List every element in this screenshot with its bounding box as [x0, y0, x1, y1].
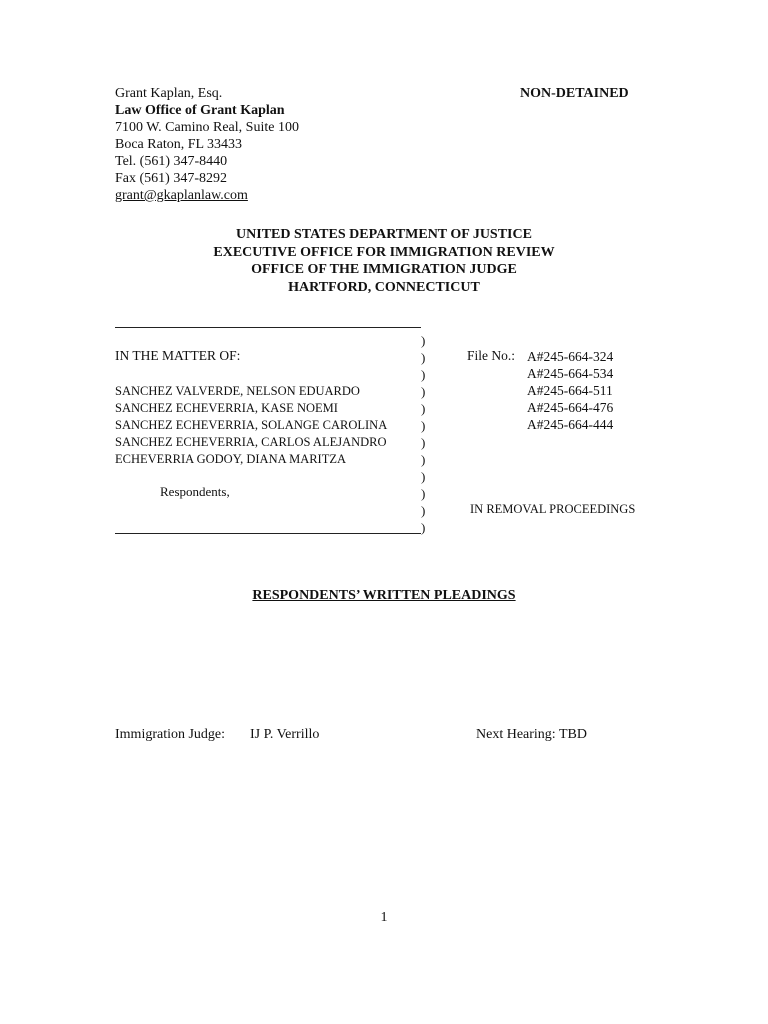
- paren: ): [421, 469, 426, 484]
- judge-name: IJ P. Verrillo: [250, 727, 320, 742]
- law-firm-name: Law Office of Grant Kaplan: [115, 103, 285, 118]
- file-number: A#245-664-511: [527, 383, 613, 398]
- respondent-name: SANCHEZ ECHEVERRIA, SOLANGE CAROLINA: [115, 418, 388, 432]
- court-line-3: OFFICE OF THE IMMIGRATION JUDGE: [251, 262, 517, 277]
- next-hearing: Next Hearing: TBD: [476, 727, 587, 742]
- respondent-name: SANCHEZ ECHEVERRIA, CARLOS ALEJANDRO: [115, 435, 387, 449]
- proceedings-type: IN REMOVAL PROCEEDINGS: [470, 502, 636, 516]
- address-line-1: 7100 W. Camino Real, Suite 100: [115, 120, 299, 135]
- caption-parentheses: [421, 332, 425, 536]
- respondents-list: [115, 383, 387, 468]
- paren: ): [421, 333, 426, 348]
- file-number-label: File No.:: [467, 348, 516, 363]
- judge-label: Immigration Judge:: [115, 727, 226, 742]
- respondent-name: ECHEVERRIA GODOY, DIANA MARITZA: [115, 452, 347, 466]
- paren: ): [421, 503, 426, 518]
- document-title: [0, 588, 768, 604]
- paren: ): [421, 384, 426, 399]
- attorney-name: Grant Kaplan, Esq.: [115, 86, 223, 101]
- court-line-1: UNITED STATES DEPARTMENT OF JUSTICE: [236, 227, 532, 242]
- matter-label: IN THE MATTER OF:: [115, 348, 241, 363]
- file-number: A#245-664-476: [527, 400, 614, 415]
- paren: ): [421, 486, 426, 501]
- fax: Fax (561) 347-8292: [115, 171, 227, 186]
- paren: ): [421, 367, 426, 382]
- telephone: Tel. (561) 347-8440: [115, 154, 228, 169]
- paren: ): [421, 452, 426, 467]
- file-numbers: [527, 348, 613, 433]
- file-number: A#245-664-324: [527, 349, 614, 364]
- respondent-name: SANCHEZ ECHEVERRIA, KASE NOEMI: [115, 401, 338, 415]
- paren: ): [421, 520, 426, 535]
- detention-status: NON-DETAINED: [520, 86, 629, 101]
- address-line-2: Boca Raton, FL 33433: [115, 137, 243, 152]
- court-line-2: EXECUTIVE OFFICE FOR IMMIGRATION REVIEW: [213, 244, 555, 260]
- page-number: 1: [380, 910, 388, 925]
- respondent-name: SANCHEZ VALVERDE, NELSON EDUARDO: [115, 384, 360, 398]
- document-title-text: RESPONDENTS’ WRITTEN PLEADINGS: [252, 588, 516, 603]
- paren: ): [421, 435, 426, 450]
- paren: ): [421, 401, 426, 416]
- respondents-label: Respondents,: [160, 484, 230, 499]
- file-number: A#245-664-444: [527, 417, 614, 432]
- caption-bottom-rule: [115, 533, 421, 534]
- attorney-block: [115, 85, 299, 204]
- email-link[interactable]: grant@gkaplanlaw.com: [115, 188, 248, 203]
- court-line-4: HARTFORD, CONNECTICUT: [288, 279, 480, 295]
- caption-top-rule: [115, 327, 421, 328]
- court-heading: [0, 226, 768, 296]
- paren: ): [421, 350, 426, 365]
- paren: ): [421, 418, 426, 433]
- file-number: A#245-664-534: [527, 366, 614, 381]
